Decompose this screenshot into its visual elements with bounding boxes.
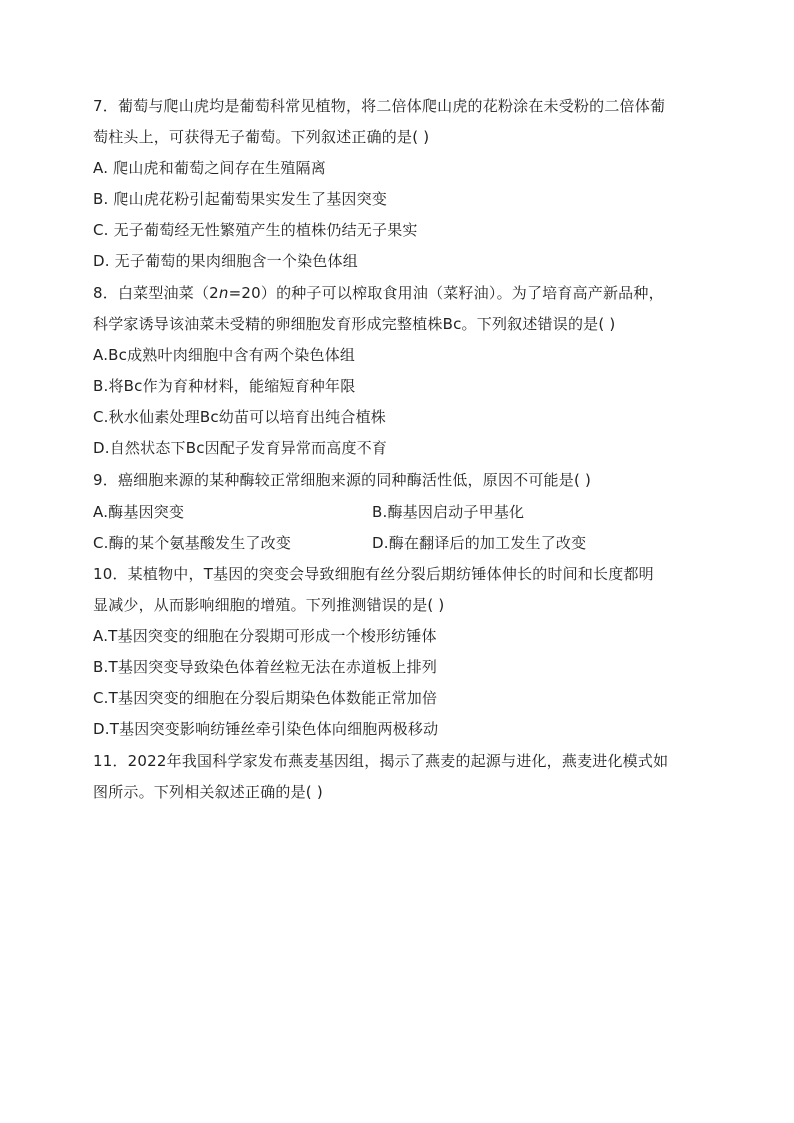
question-stem-line: 11．2022年我国科学家发布燕麦基因组，揭示了燕麦的起源与进化，燕麦进化模式如 — [93, 752, 669, 770]
option-b: B. 爬山虎花粉引起葡萄果实发生了基因突变 — [93, 190, 388, 208]
question-stem-line: 显减少，从而影响细胞的增殖。下列推测错误的是( ) — [93, 596, 445, 614]
option-c: C.酶的某个氨基酸发生了改变 — [93, 534, 292, 552]
option-a: A. 爬山虎和葡萄之间存在生殖隔离 — [93, 159, 326, 177]
question-stem-line: 科学家诱导该油菜未受精的卵细胞发育形成完整植株Bc。下列叙述错误的是( ) — [93, 315, 616, 333]
ploidy-variable: n — [218, 284, 229, 302]
option-b: B.将Bc作为育种材料，能缩短育种年限 — [93, 377, 356, 395]
option-b: B.T基因突变导致染色体着丝粒无法在赤道板上排列 — [93, 658, 438, 676]
option-d: D.自然状态下Bc因配子发育异常而高度不育 — [93, 439, 388, 457]
stem-text: 8．白菜型油菜（2 — [93, 284, 219, 302]
question-stem-line: 7．葡萄与爬山虎均是葡萄科常见植物，将二倍体爬山虎的花粉涂在未受粉的二倍体葡 — [93, 97, 666, 115]
question-stem-line — [93, 283, 664, 303]
option-c: C.秋水仙素处理Bc幼苗可以培育出纯合植株 — [93, 408, 386, 426]
option-b: B.酶基因启动子甲基化 — [372, 503, 525, 521]
option-d: D.T基因突变影响纺锤丝牵引染色体向细胞两极移动 — [93, 720, 439, 738]
option-a: A.酶基因突变 — [93, 503, 185, 521]
question-stem-line: 萄柱头上，可获得无子葡萄。下列叙述正确的是( ) — [93, 128, 430, 146]
question-stem-line: 9．癌细胞来源的某种酶较正常细胞来源的同种酶活性低，原因不可能是( ) — [93, 471, 592, 489]
stem-text: =20）的种子可以榨取食用油（菜籽油）。为了培育高产新品种， — [228, 284, 664, 302]
option-a: A.Bc成熟叶肉细胞中含有两个染色体组 — [93, 346, 356, 364]
option-c: C. 无子葡萄经无性繁殖产生的植株仍结无子果实 — [93, 221, 418, 239]
option-d: D.酶在翻译后的加工发生了改变 — [372, 534, 587, 552]
option-c: C.T基因突变的细胞在分裂后期染色体数能正常加倍 — [93, 689, 438, 707]
question-stem-line: 10．某植物中，T基因的突变会导致细胞有丝分裂后期纺锤体伸长的时间和长度都明 — [93, 565, 654, 583]
option-a: A.T基因突变的细胞在分裂期可形成一个梭形纺锤体 — [93, 627, 437, 645]
option-d: D. 无子葡萄的果肉细胞含一个染色体组 — [93, 252, 358, 270]
question-stem-line: 图所示。下列相关叙述正确的是( ) — [93, 783, 323, 801]
